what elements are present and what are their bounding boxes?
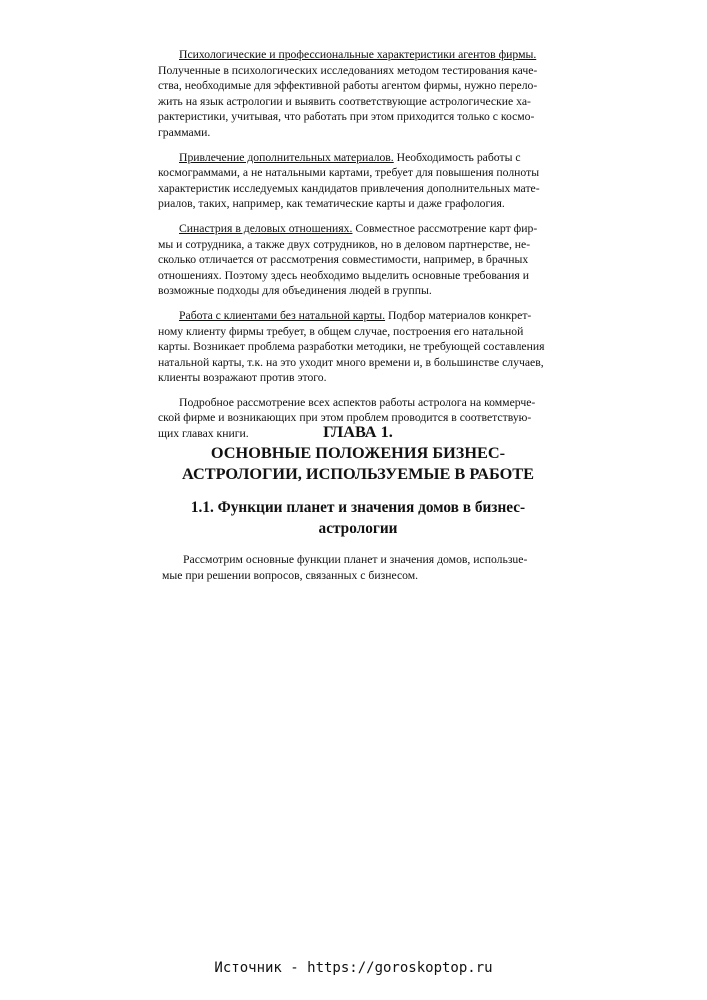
text-line: отношениях. Поэтому здесь необходимо выделить основные требования и xyxy=(158,268,529,282)
text-line: возможные подходы для объединения людей в группы. xyxy=(158,284,432,298)
chapter-number: ГЛАВА 1. xyxy=(323,422,393,441)
text-line: ства, необходимые для эффективной работы агентом фирмы, нужно перело- xyxy=(158,79,538,93)
text-line: Необходимость работы с xyxy=(393,150,521,164)
chapter-title-line: АСТРОЛОГИИ, ИСПОЛЬЗУЕМЫЕ В РАБОТЕ xyxy=(182,464,534,483)
text-line: Полученные в психологических исследованиях методом тестирования каче- xyxy=(158,63,538,77)
text-line: жить на язык астрологии и выявить соответствующие астрологические ха- xyxy=(158,94,531,108)
paragraph-heading: Психологические и профессиональные характеристики агентов фирмы. xyxy=(179,48,537,61)
text-line: клиенты возражают против этого. xyxy=(158,371,327,385)
chapter-title-line: ОСНОВНЫЕ ПОЛОЖЕНИЯ БИЗНЕС- xyxy=(210,443,506,462)
paragraph-heading: Привлечение дополнительных материалов. xyxy=(179,150,394,164)
section-title-line: 1.1. Функции планет и значения домов в бизнес- xyxy=(190,499,526,516)
text-line: мые при решении вопросов, связанных с бизнесом. xyxy=(162,568,419,582)
text-line: риалов, таких, например, как тематические карты и даже графология. xyxy=(158,197,505,211)
section-title-line: астрологии xyxy=(318,520,398,537)
paragraph-agent-characteristics xyxy=(158,47,558,141)
text-line: рактеристики, учитывая, что работать при этом приходится только с космо- xyxy=(158,110,535,124)
text-line: граммами. xyxy=(158,125,211,139)
text-line: Совместное рассмотрение карт фир- xyxy=(352,221,538,235)
paragraph-additional-materials xyxy=(158,150,558,212)
text-line: карты. Возникает проблема разработки методики, не требующей составления xyxy=(158,340,545,354)
text-line: космограммами, а не натальными картами, требует для повышения полноты xyxy=(158,166,540,180)
chapter-heading xyxy=(150,421,566,484)
text-line: Подробное рассмотрение всех аспектов работы астролога на коммерче- xyxy=(179,395,536,409)
text-line: мы и сотрудника, а также двух сотрудников, но в деловом партнерстве, не- xyxy=(158,237,531,251)
text-line: сколько отличается от рассмотрения совместимости, например, в брачных xyxy=(158,253,529,267)
text-line: характеристик исследуемых кандидатов привлечения дополнительных мате- xyxy=(158,181,540,195)
text-line: ному клиенту фирмы требует, в общем случае, построения его натальной xyxy=(158,324,524,338)
text-line: щих главах книги. xyxy=(158,427,249,441)
text-line: ской фирме и возникающих при этом проблем проводится в соответствую- xyxy=(158,411,532,425)
paragraph-heading: Работа с клиентами без натальной карты. xyxy=(179,308,386,322)
text-line: натальной карты, т.к. на это уходит много времени и, в большинстве случаев, xyxy=(158,355,544,369)
paragraph-synastry xyxy=(158,221,558,299)
section-intro xyxy=(162,552,562,583)
text-line: Рассмотрим основные функции планет и значения домов, использue- xyxy=(183,553,528,566)
paragraph-clients-without-chart xyxy=(158,308,558,386)
text-line: Подбор материалов конкрет- xyxy=(385,308,532,322)
section-heading xyxy=(150,497,566,539)
body-text xyxy=(158,47,558,451)
paragraph-heading: Синастрия в деловых отношениях. xyxy=(179,221,353,235)
source-footer: Источник - https://goroskoptop.ru xyxy=(214,960,493,976)
